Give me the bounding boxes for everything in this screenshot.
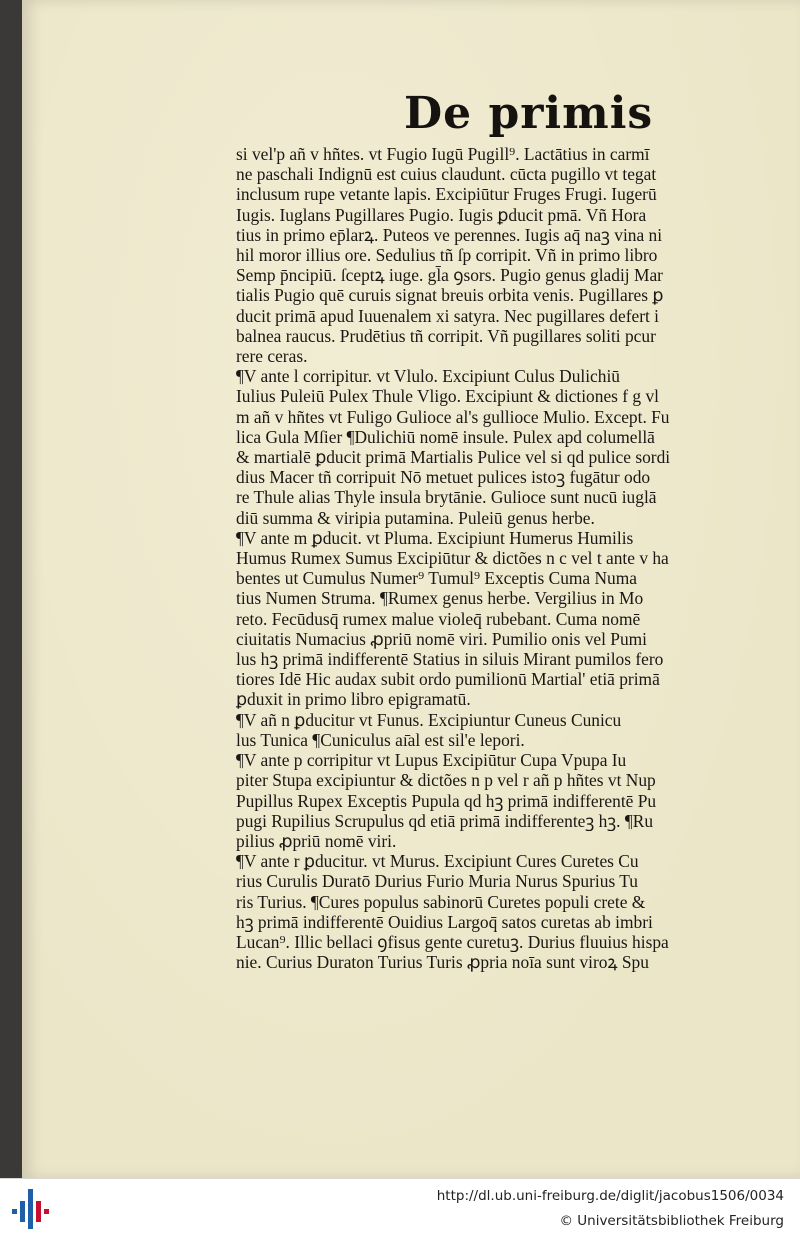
text-line: dius Macer tñ corripuit Nō metuet pulices istoꝫ fugātur odo: [236, 467, 651, 488]
footer-bar: [0, 1178, 800, 1238]
text-line: inclusum rupe vetante lapis. Excipiūtur Fruges Frugi. Iugerū: [236, 184, 657, 205]
text-line: ris Turius. ¶Cures populus sabinorū Curetes populi crete &: [236, 891, 646, 912]
text-line: pilius ꝓpriū nomē viri.: [236, 830, 397, 851]
text-line: balnea raucus. Prudētius tñ corripit. Vñ pugillares soliti pcur: [236, 325, 656, 346]
text-line: ne paschali Indignū est cuius claudunt. cūcta pugillo vt tegat: [236, 164, 657, 185]
text-line: ¶V ante m ꝑducit. vt Pluma. Excipiunt Humerus Humilis: [236, 527, 634, 548]
text-line: ꝑduxit in primo libro epigramatū.: [236, 689, 471, 710]
text-line: hil moror illius ore. Sedulius tñ ſp corripit. Vñ in primo libro: [236, 245, 658, 266]
page-body-text: [236, 144, 800, 972]
university-library-logo-icon: [12, 1189, 50, 1229]
text-line: ¶V ante p corripitur vt Lupus Excipiūtur Cupa Vpupa Iu: [236, 750, 627, 771]
text-line: tialis Pugio quē curuis signat breuis orbita venis. Pugillares ꝑ: [236, 285, 664, 306]
text-line: rius Curulis Duratō Durius Furio Muria Nurus Spurius Tu: [236, 871, 638, 892]
text-line: reto. Fecūdusq̄ rumex malue violeq̄ rubebant. Cuma nomē: [236, 608, 641, 629]
text-line: Humus Rumex Sumus Excipiūtur & dictões n c vel t ante v ha: [236, 548, 669, 569]
text-line: Lucan⁹. Illic bellaci ꝯfisus gente curetuꝫ. Durius fluuius hispa: [236, 931, 669, 952]
text-line: nie. Curius Duraton Turius Turis ꝓpria noīa sunt viroꝝ Spu: [236, 952, 649, 973]
text-line: lus Tunica ¶Cuniculus aı̄al est sil'e lepori.: [236, 729, 525, 750]
text-line: rere ceras.: [236, 346, 308, 367]
book-page: [22, 0, 800, 1178]
text-line: lus hꝫ primā indifferentē Statius in siluis Mirant pumilos fero: [236, 649, 664, 670]
text-line: Iulius Puleiū Pulex Thule Vligo. Excipiunt & dictiones f g vl: [236, 386, 659, 407]
text-line: re Thule alias Thyle insula brytānie. Gulioce sunt nucū iuglā: [236, 487, 657, 508]
text-line: hꝫ primā indifferentē Ouidius Largoq̄ satos curetas ab imbri: [236, 911, 653, 932]
text-line: ¶V ante l corripitur. vt Vlulo. Excipiunt Culus Dulichiū: [236, 366, 621, 387]
text-line: lica Gula Mſier ¶Dulichiū nomē insule. Pulex apd columellā: [236, 426, 655, 447]
text-line: Pupillus Rupex Exceptis Pupula qd hꝫ primā indifferentē Pu: [236, 790, 657, 811]
text-line: & martialē ꝑducit primā Martialis Pulice vel si qd pulice sordi: [236, 447, 671, 468]
text-line: Iugis. Iuglans Pugillares Pugio. Iugis ꝑducit pmā. Vñ Hora: [236, 204, 647, 225]
text-line: ¶V ante r ꝑducitur. vt Murus. Excipiunt Cures Curetes Cu: [236, 851, 639, 872]
text-line: tiores Idē Hic audax subit ordo pumilionū Martial' etiā primā: [236, 669, 660, 690]
text-line: pugi Rupilius Scrupulus qd etiā primā indifferenteꝫ hꝫ. ¶Ru: [236, 810, 654, 831]
text-line: tius Numen Struma. ¶Rumex genus herbe. Vergilius in Mo: [236, 588, 644, 609]
text-line: ducit primā apud Iuuenalem xi satyra. Nec pugillares defert i: [236, 305, 660, 326]
text-line: si vel'p añ v hñtes. vt Fugio Iugū Pugill⁹. Lactātius in carmī: [236, 144, 650, 164]
copyright-credit: © Universitätsbibliothek Freiburg: [559, 1213, 784, 1229]
text-line: m añ v hñtes vt Fuligo Gulioce al's gullioce Mulio. Except. Fu: [236, 406, 670, 427]
permalink-url[interactable]: http://dl.ub.uni-freiburg.de/diglit/jacobus1506/0034: [436, 1188, 784, 1204]
text-line: bentes ut Cumulus Numer⁹ Tumul⁹ Exceptis Cuma Numa: [236, 568, 637, 589]
text-line: ciuitatis Numacius ꝓpriū nomē viri. Pumilio onis vel Pumi: [236, 628, 648, 649]
text-line: diū summa & viripia putamina. Puleiū genus herbe.: [236, 507, 595, 528]
text-line: tius in primo ep̄larꝝ. Puteos ve perennes. Iugis aq̄ naꝫ vina ni: [236, 224, 663, 245]
text-line: ¶V añ n ꝑducitur vt Funus. Excipiuntur Cuneus Cunicu: [236, 709, 622, 730]
text-line: piter Stupa excipiuntur & dictões n p vel r añ p hñtes vt Nup: [236, 770, 656, 791]
text-line: Semp p̄ncipiū. ſceptꝝ iuge. gl̄a ꝯsors. Pugio genus gladij Mar: [236, 265, 663, 286]
page-header: De primis: [404, 88, 654, 139]
